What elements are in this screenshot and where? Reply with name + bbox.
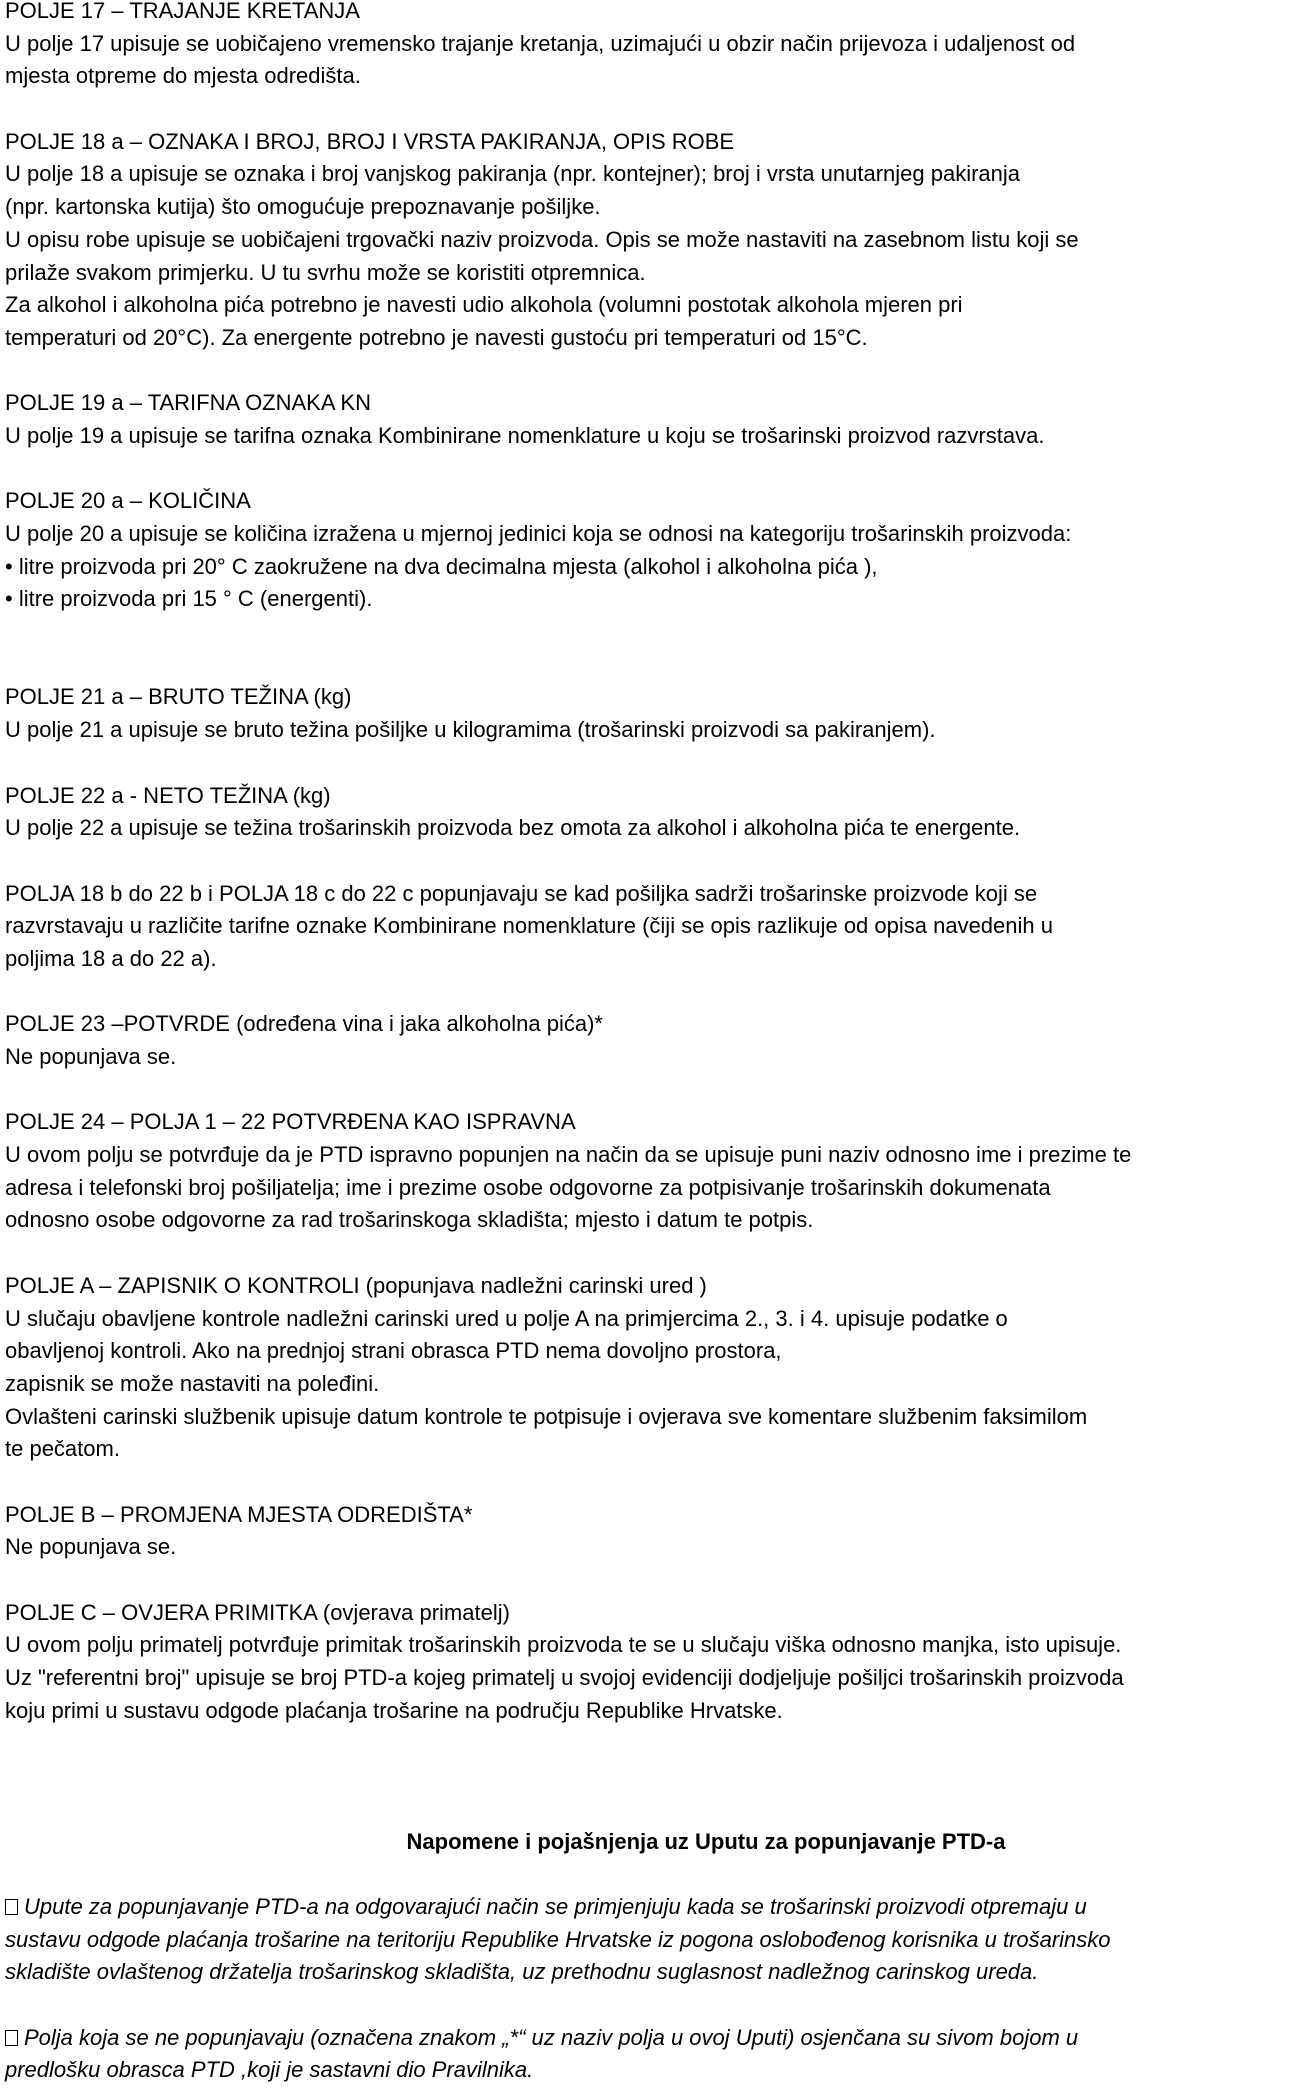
- blank-line: [5, 1564, 1295, 1597]
- section-text-line: U polje 20 a upisuje se količina izražena u mjernoj jedinici koja se odnosi na kategoriju trošarinskih proizvoda:: [5, 521, 1072, 546]
- section-title: POLJE 22 a - NETO TEŽINA (kg): [5, 782, 331, 808]
- note-text-line: [5, 1956, 1295, 1989]
- section-title: POLJA 18 b do 22 b i POLJA 18 c do 22 c popunjavaju se kad pošiljka sadrži trošarinske proizvode koji se: [5, 880, 1038, 906]
- section-text-line: U ovom polju se potvrđuje da je PTD ispravno popunjen na način da se upisuje puni naziv odnosno ime i prezime te: [5, 1142, 1132, 1168]
- section-text-line: U slučaju obavljene kontrole nadležni carinski ured u polje A na primjercima 2., 3. i 4. upisuje podatke o: [5, 1305, 1008, 1331]
- section-text-line: zapisnik se može nastaviti na poleđini.: [5, 1370, 380, 1396]
- blank-line: [5, 1074, 1295, 1107]
- field-section: [5, 1008, 1295, 1073]
- blank-line: [5, 976, 1295, 1009]
- blank-line: [5, 1237, 1295, 1270]
- notes-heading: Napomene i pojašnjenja uz Uputu za popunjavanje PTD-a: [406, 1828, 1006, 1854]
- note-text: Polja koja se ne popunjavaju (označena znakom „*“ uz naziv polja u ovoj Uputi) osjenčana su sivom bojom u: [24, 2024, 1079, 2050]
- section-text-line: U ovom polju primatelj potvrđuje primitak trošarinskih proizvoda te se u slučaju viška odnosno manjka, isto upisuje.: [5, 1632, 1122, 1658]
- note-text: sustavu odgode plaćanja trošarine na teritoriju Republike Hrvatske iz pogona oslobođenog korisnika u trošarinsko: [5, 1926, 1111, 1952]
- section-text-line: obavljenoj kontroli. Ako na prednjoj strani obrasca PTD nema dovoljno prostora,: [5, 1338, 782, 1364]
- field-section: [5, 485, 1295, 616]
- section-title: POLJE 19 a – TARIFNA OZNAKA KN: [5, 390, 371, 416]
- section-text-line: Ovlašteni carinski službenik upisuje datum kontrole te potpisuje i ovjerava sve komentare službenim faksimilom: [5, 1403, 1088, 1429]
- blank-line: [5, 1858, 1295, 1891]
- section-title: POLJE A – ZAPISNIK O KONTROLI (popunjava nadležni carinski ured ): [5, 1272, 707, 1298]
- note-item: [5, 1891, 1295, 1989]
- section-text-line: razvrstavaju u različite tarifne oznake Kombinirane nomenklature (čiji se opis razlikuje od opisa navedenih u: [5, 913, 1053, 939]
- note-text: predlošku obrasca PTD ,koji je sastavni dio Pravilnika.: [5, 2057, 534, 2083]
- section-text-line: mjesta otpreme do mjesta odredišta.: [5, 63, 361, 89]
- section-text-line: Za alkohol i alkoholna pića potrebno je navesti udio alkohola (volumni postotak alkohola mjeren pri: [5, 292, 963, 318]
- section-text-line: • litre proizvoda pri 20° C zaokružene na dva decimalna mjesta (alkohol i alkoholna pića ),: [5, 553, 878, 579]
- section-text-line: temperaturi od 20°C). Za energente potrebno je navesti gustoću pri temperaturi od 15°C.: [5, 324, 868, 350]
- blank-line: [5, 355, 1295, 388]
- blank-line: [5, 1989, 1295, 2022]
- section-text-line: koju primi u sustavu odgode plaćanja trošarine na području Republike Hrvatske.: [5, 1697, 783, 1723]
- blank-line: [5, 93, 1295, 126]
- blank-line: [5, 616, 1295, 649]
- note-text-line: [5, 1924, 1295, 1957]
- section-text-line: U opisu robe upisuje se uobičajeni trgovački naziv proizvoda. Opis se može nastaviti na zasebnom listu koji se: [5, 226, 1079, 252]
- section-title: POLJE 24 – POLJA 1 – 22 POTVRĐENA KAO ISPRAVNA: [5, 1109, 576, 1135]
- note-text-line: [5, 1891, 1295, 1924]
- section-text-line: U polje 17 upisuje se uobičajeno vremensko trajanje kretanja, uzimajući u obzir način prijevoza i udaljenost od: [5, 30, 1076, 56]
- field-section: [5, 681, 1295, 746]
- blank-line: [5, 1727, 1295, 1760]
- blank-line: [5, 747, 1295, 780]
- field-section: [5, 0, 1295, 93]
- field-section: [5, 387, 1295, 452]
- note-text: Upute za popunjavanje PTD-a na odgovarajući način se primjenjuju kada se trošarinski proizvodi otpremaju u: [24, 1893, 1087, 1919]
- section-text-line: poljima 18 a do 22 a).: [5, 945, 217, 971]
- section-text-line: U polje 19 a upisuje se tarifna oznaka Kombinirane nomenklature u koju se trošarinski proizvod razvrstava.: [5, 422, 1045, 448]
- blank-line: [5, 845, 1295, 878]
- section-title: POLJE 20 a – KOLIČINA: [5, 488, 251, 514]
- blank-line: [5, 649, 1295, 682]
- note-item: [5, 2022, 1295, 2087]
- field-section: [5, 1499, 1295, 1564]
- bullet-box-icon: [5, 1899, 18, 1915]
- section-text-line: te pečatom.: [5, 1436, 120, 1462]
- section-title: POLJE 17 – TRAJANJE KRETANJA: [5, 0, 360, 23]
- note-text: skladište ovlaštenog držatelja trošarinskog skladišta, uz prethodnu suglasnost nadležnog carinskog ureda.: [5, 1959, 1039, 1985]
- section-text-line: U polje 21 a upisuje se bruto težina pošiljke u kilogramima (trošarinski proizvodi sa pakiranjem).: [5, 717, 936, 743]
- blank-line: [5, 1760, 1295, 1793]
- section-title: POLJE C – OVJERA PRIMITKA (ovjerava primatelj): [5, 1599, 510, 1625]
- section-text-line: prilaže svakom primjerku. U tu svrhu može se koristiti otpremnica.: [5, 259, 646, 285]
- section-title: POLJE 18 a – OZNAKA I BROJ, BROJ I VRSTA PAKIRANJA, OPIS ROBE: [5, 128, 735, 154]
- bullet-box-icon: [5, 2030, 18, 2046]
- section-title: POLJE 23 –POTVRDE (određena vina i jaka alkoholna pića)*: [5, 1011, 603, 1037]
- section-title: POLJE 21 a – BRUTO TEŽINA (kg): [5, 684, 352, 710]
- section-text-line: Ne popunjava se.: [5, 1044, 177, 1069]
- field-section: [5, 1106, 1295, 1237]
- note-text-line: [5, 2054, 1295, 2087]
- section-text-line: U polje 18 a upisuje se oznaka i broj vanjskog pakiranja (npr. kontejner); broj i vrsta unutarnjeg pakiranja: [5, 161, 1021, 187]
- section-title: POLJE B – PROMJENA MJESTA ODREDIŠTA*: [5, 1501, 473, 1527]
- field-section: [5, 1270, 1295, 1466]
- document-page: [5, 0, 1295, 2087]
- blank-line: [5, 1793, 1295, 1826]
- field-section: [5, 878, 1295, 976]
- section-text-line: U polje 22 a upisuje se težina trošarinskih proizvoda bez omota za alkohol i alkoholna pića te energente.: [5, 815, 1021, 841]
- section-text-line: • litre proizvoda pri 15 ° C (energenti).: [5, 586, 373, 612]
- note-text-line: [5, 2022, 1295, 2055]
- section-text-line: adresa i telefonski broj pošiljatelja; ime i prezime osobe odgovorne za potpisivanje trošarinskih dokumenata: [5, 1174, 1051, 1200]
- section-text-line: (npr. kartonska kutija) što omogućuje prepoznavanje pošiljke.: [5, 194, 601, 220]
- section-text-line: odnosno osobe odgovorne za rad trošarinskoga skladišta; mjesto i datum te potpis.: [5, 1207, 814, 1233]
- field-section: [5, 780, 1295, 845]
- field-section: [5, 1597, 1295, 1728]
- section-text-line: Uz "referentni broj" upisuje se broj PTD-a kojeg primatelj u svojoj evidenciji dodjeljuje pošiljci trošarinskih proizvoda: [5, 1665, 1124, 1691]
- blank-line: [5, 1466, 1295, 1499]
- blank-line: [5, 453, 1295, 486]
- section-text-line: Ne popunjava se.: [5, 1534, 177, 1560]
- field-section: [5, 126, 1295, 355]
